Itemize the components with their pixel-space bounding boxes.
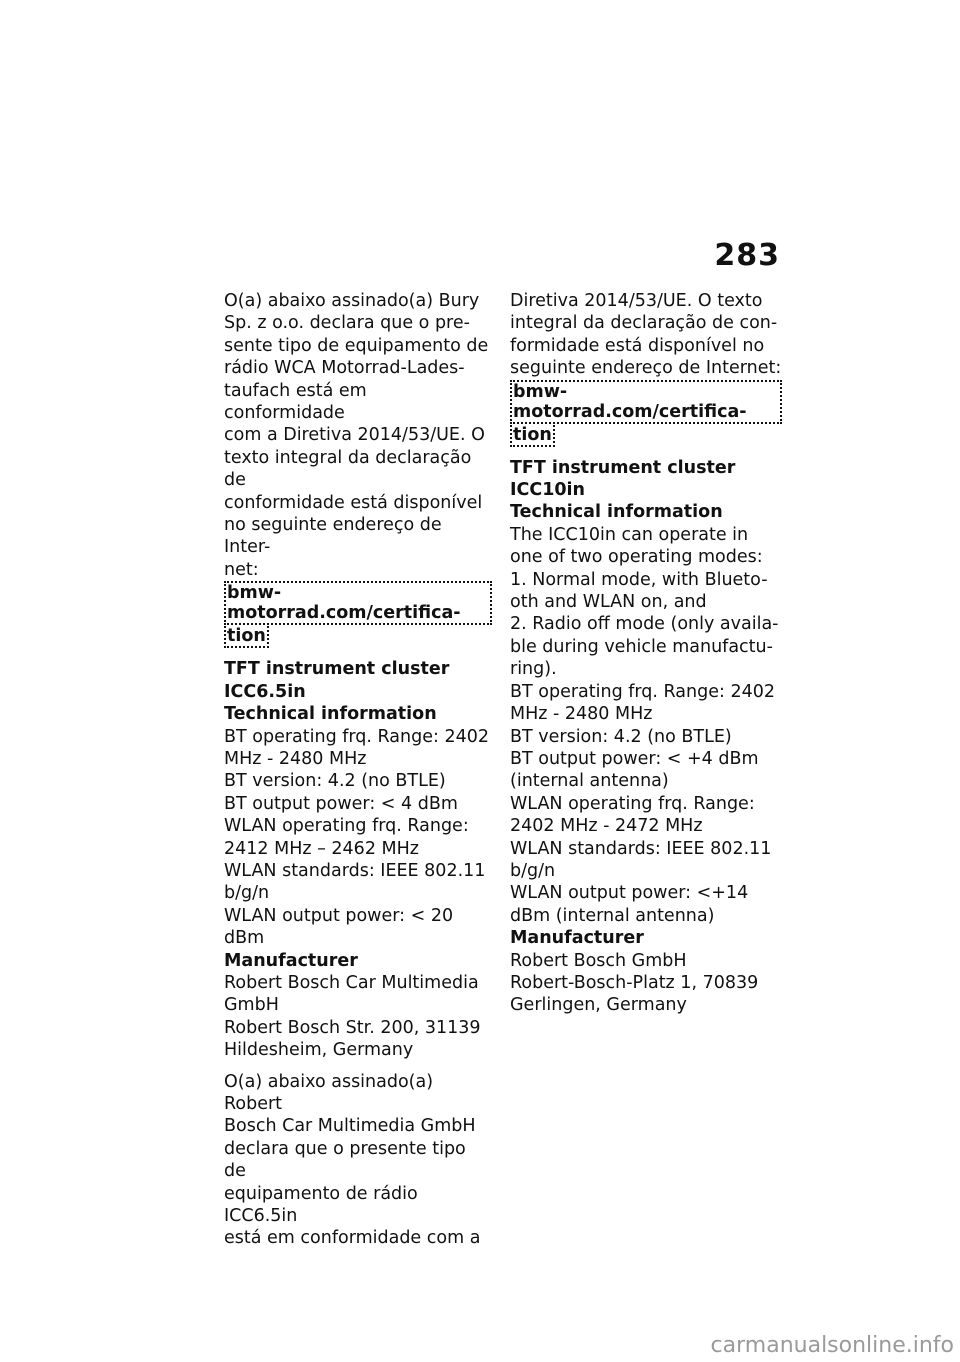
spec-line: BT version: 4.2 (no BTLE): [224, 771, 446, 792]
section-heading-icc10: [510, 457, 782, 524]
spec-line: WLAN operating frq. Range:: [510, 793, 755, 814]
spec-line: BT output power: < +4 dBm: [510, 748, 759, 769]
address-line: Robert Bosch GmbH: [510, 950, 687, 971]
manufacturer-address: [224, 972, 492, 1062]
spec-line: 2412 MHz – 2462 MHz: [224, 838, 419, 859]
text-line: net:: [224, 559, 259, 580]
text-line: Sp. z o.o. declara que o pre-: [224, 313, 470, 334]
text-line: declara que o presente tipo de: [224, 1138, 466, 1182]
spec-line: oth and WLAN on, and: [510, 592, 707, 613]
spec-line: BT output power: < 4 dBm: [224, 793, 458, 814]
text-line: taufach está em conformidade: [224, 380, 367, 424]
text-line: seguinte endereço de Internet:: [510, 358, 782, 379]
spec-line: b/g/n: [510, 860, 556, 881]
spec-line: b/g/n: [224, 883, 270, 904]
text-line: com a Diretiva 2014/53/UE. O: [224, 425, 485, 446]
spec-line: MHz - 2480 MHz: [224, 748, 367, 769]
spec-line: WLAN output power: < 20: [224, 905, 454, 926]
manufacturer-heading: Manufacturer: [224, 950, 358, 971]
heading-line: TFT instrument cluster: [510, 457, 736, 478]
heading-line: TFT instrument cluster: [224, 659, 450, 680]
manufacturer-address: [510, 950, 782, 1017]
text-line: está em conformidade com a: [224, 1228, 481, 1249]
manufacturer-heading: Manufacturer: [510, 928, 644, 949]
page-number: 283: [714, 238, 780, 273]
spec-line: MHz - 2480 MHz: [510, 704, 653, 725]
left-intro-paragraph: [224, 290, 492, 581]
text-line: O(a) abaixo assinado(a) Bury: [224, 291, 480, 311]
text-line: integral da declaração de con-: [510, 313, 778, 334]
spec-line: ring).: [510, 659, 557, 680]
spec-line: 2402 MHz - 2472 MHz: [510, 816, 703, 837]
right-intro-paragraph: [510, 290, 782, 380]
address-line: Gerlingen, Germany: [510, 995, 687, 1016]
text-line: Diretiva 2014/53/UE. O texto: [510, 291, 763, 311]
certification-link-line-2[interactable]: tion: [510, 425, 555, 447]
text-line: no seguinte endereço de Inter-: [224, 515, 442, 558]
certification-link-line-1[interactable]: bmw-motorrad.com/certifica-: [224, 581, 492, 625]
spec-line: BT operating frq. Range: 2402: [224, 726, 489, 747]
text-line: formidade está disponível no: [510, 335, 765, 356]
certification-link[interactable]: [510, 380, 782, 447]
text-line: sente tipo de equipamento de: [224, 335, 489, 356]
spec-line: WLAN operating frq. Range:: [224, 816, 469, 837]
address-line: Robert Bosch Str. 200, 31139: [224, 1017, 481, 1038]
right-specs: [510, 524, 782, 927]
left-column: [224, 290, 492, 1250]
address-line: Robert Bosch Car Multimedia: [224, 972, 479, 993]
spec-line: BT operating frq. Range: 2402: [510, 681, 775, 702]
text-line: O(a) abaixo assinado(a) Robert: [224, 1071, 434, 1114]
section-heading-icc65: [224, 658, 492, 725]
spec-line: WLAN standards: IEEE 802.11: [510, 838, 772, 859]
left-specs: [224, 726, 492, 950]
watermark: carmanualsonline.info: [710, 1333, 954, 1358]
subheading: Technical information: [224, 704, 437, 725]
address-line: GmbH: [224, 995, 279, 1016]
spec-line: (internal antenna): [510, 771, 669, 792]
spec-line: WLAN standards: IEEE 802.11: [224, 860, 486, 881]
certification-link-line-2[interactable]: tion: [224, 626, 269, 648]
heading-line: ICC10in: [510, 480, 586, 501]
spec-line: 1. Normal mode, with Blueto-: [510, 569, 768, 590]
text-line: equipamento de rádio ICC6.5in: [224, 1183, 418, 1227]
address-line: Robert-Bosch-Platz 1, 70839: [510, 972, 759, 993]
text-line: texto integral da declaração de: [224, 447, 472, 491]
spec-line: dBm (internal antenna): [510, 905, 715, 926]
spec-line: WLAN output power: <+14: [510, 883, 749, 904]
declaration-paragraph: [224, 1071, 492, 1250]
spec-line: 2. Radio off mode (only availa-: [510, 614, 779, 635]
right-column: [510, 290, 782, 1017]
text-line: conformidade está disponível: [224, 492, 483, 513]
subheading: Technical information: [510, 502, 723, 523]
text-line: rádio WCA Motorrad-Lades-: [224, 358, 465, 379]
heading-line: ICC6.5in: [224, 681, 306, 702]
spec-line: ble during vehicle manufactu-: [510, 636, 773, 657]
spec-line: The ICC10in can operate in: [510, 524, 749, 545]
certification-link-line-1[interactable]: bmw-motorrad.com/certifica-: [510, 380, 782, 424]
certification-link[interactable]: [224, 581, 492, 648]
address-line: Hildesheim, Germany: [224, 1040, 414, 1061]
spec-line: BT version: 4.2 (no BTLE): [510, 726, 732, 747]
spec-line: one of two operating modes:: [510, 547, 763, 568]
text-line: Bosch Car Multimedia GmbH: [224, 1116, 476, 1137]
spec-line: dBm: [224, 928, 265, 949]
